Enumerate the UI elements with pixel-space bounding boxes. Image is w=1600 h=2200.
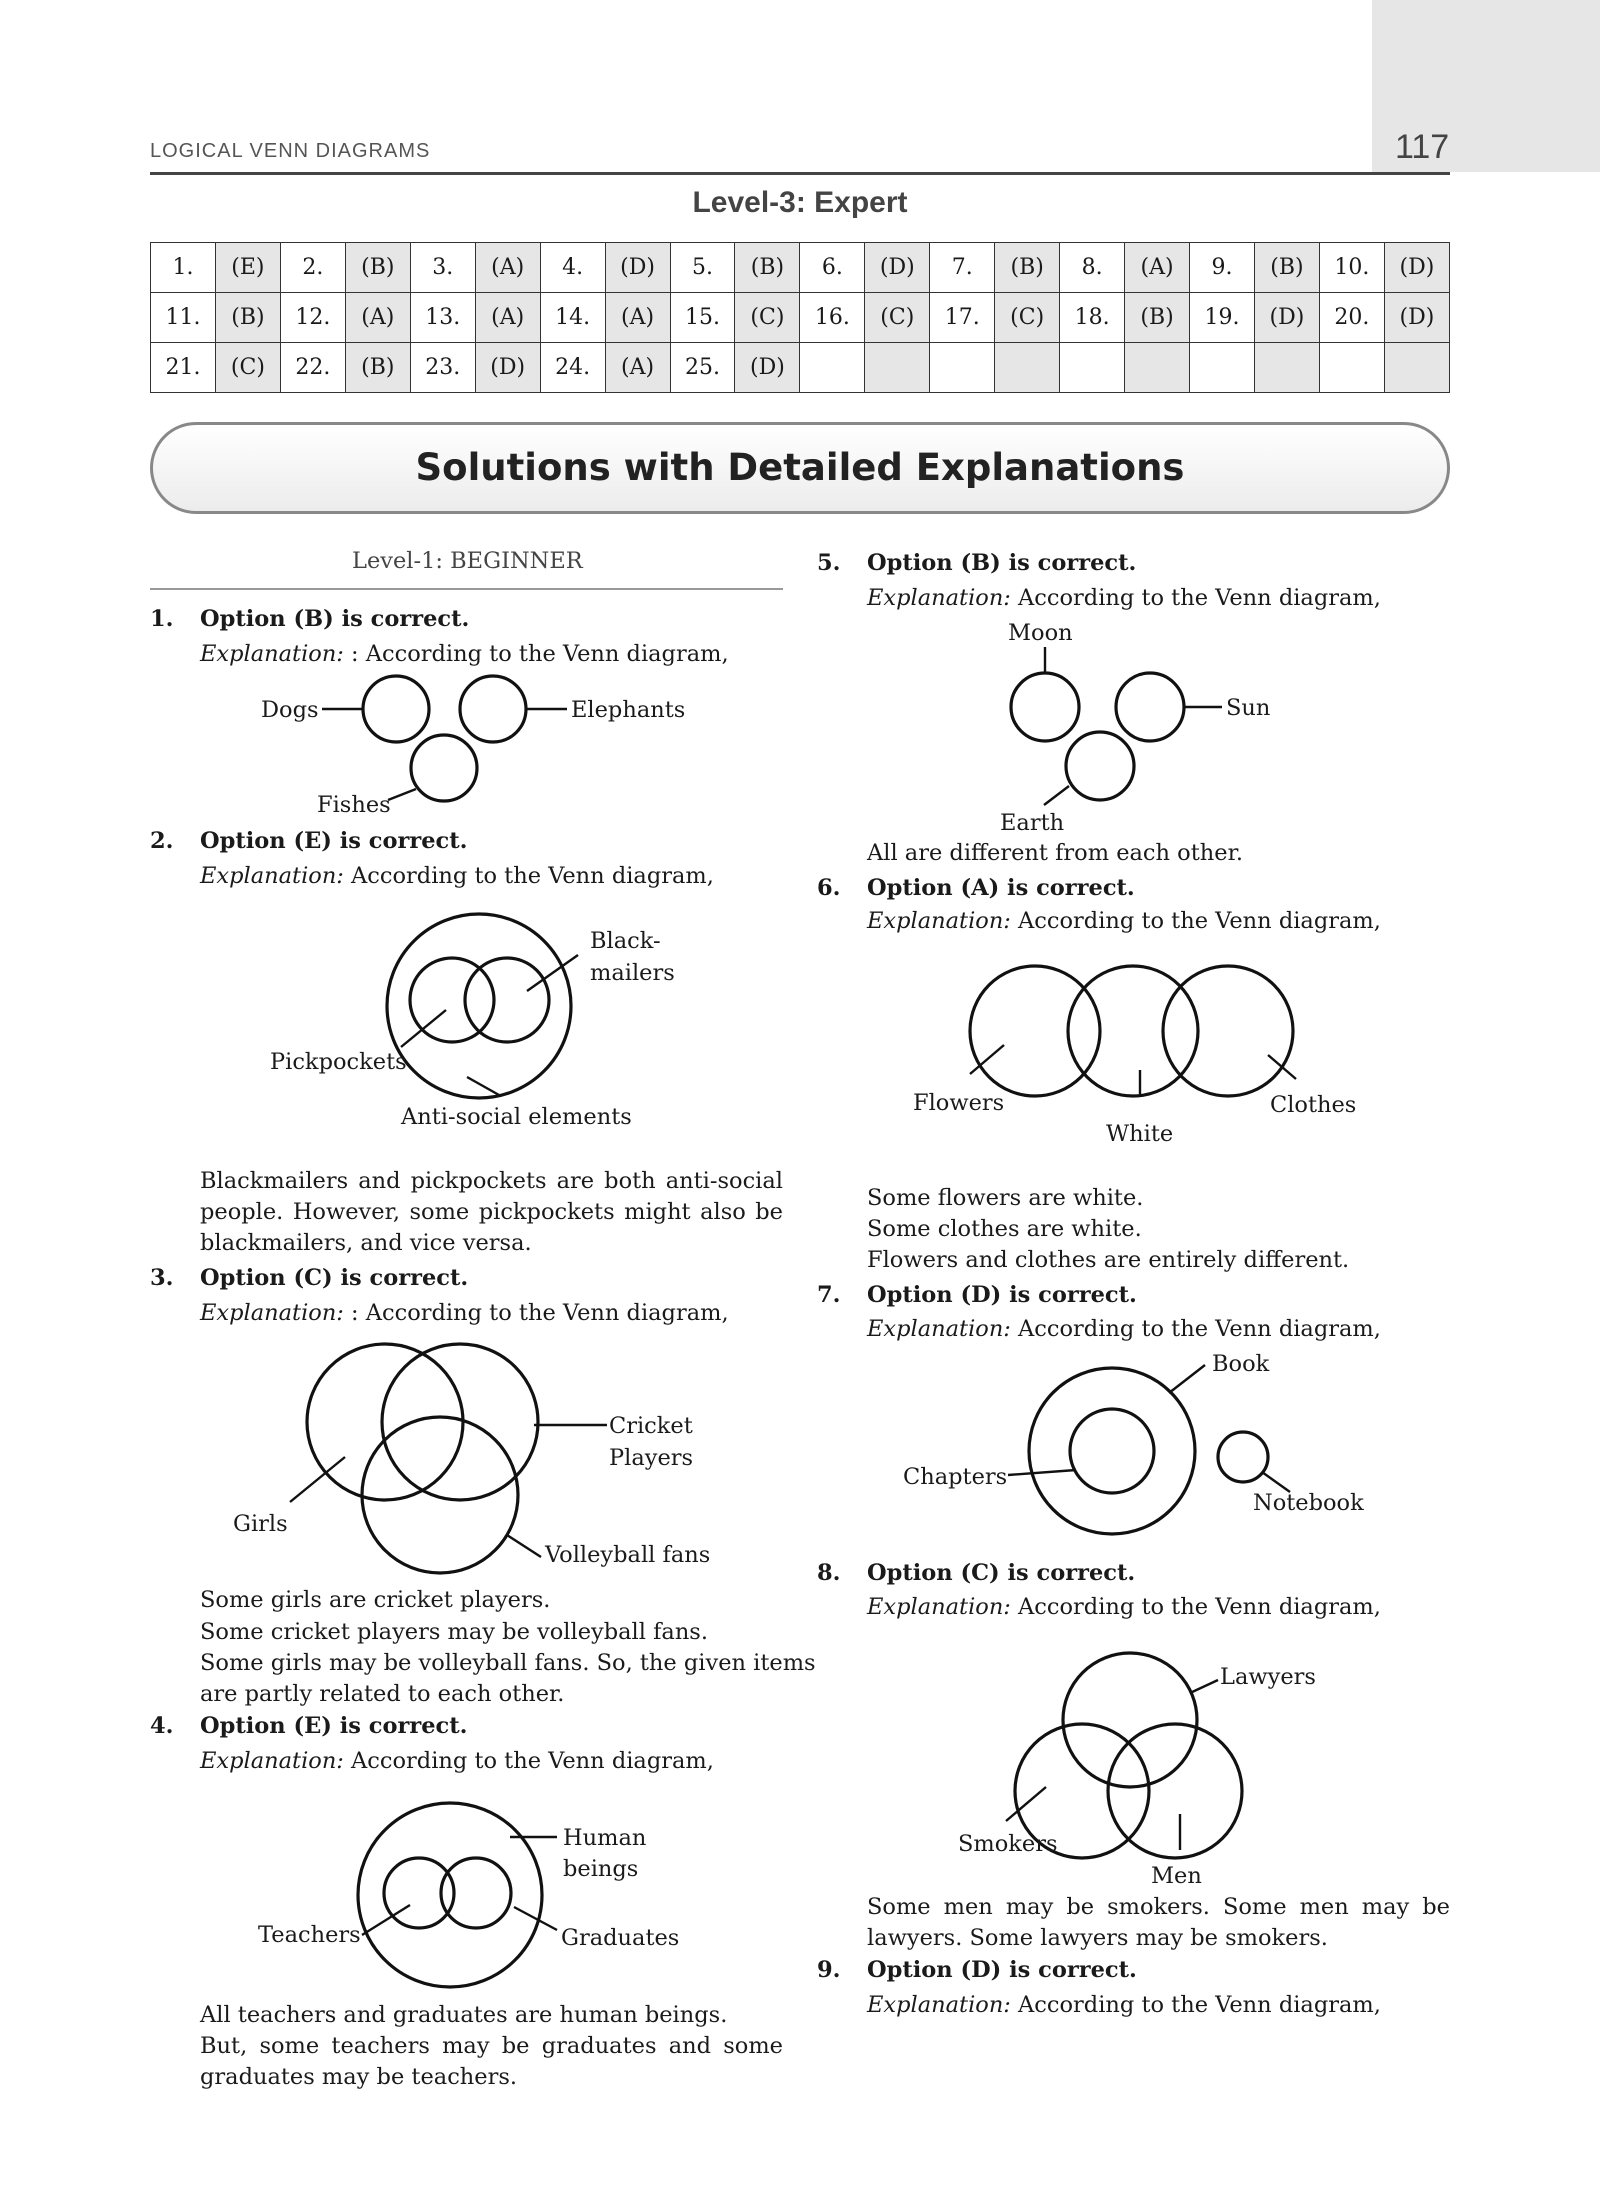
answer-cell: (A) (605, 293, 670, 343)
answer-cell: (D) (1254, 293, 1319, 343)
question-number-cell: 19. (1190, 293, 1255, 343)
venn-circle-fishes (411, 735, 477, 801)
answer-cell: (D) (865, 243, 930, 293)
venn-circle-lawyers (1063, 1653, 1197, 1787)
explanation-paragraph: All are different from each other. (867, 840, 1244, 866)
label-notebook: Notebook (1253, 1490, 1364, 1516)
venn-diagram-5 (1000, 620, 1270, 836)
label-pickpockets: Pickpockets (270, 1049, 407, 1075)
question-number-cell: 1. (151, 243, 216, 293)
venn-circle-moon (1011, 673, 1079, 741)
explanation-paragraph: blackmailers, and vice versa. (200, 1230, 532, 1256)
question-number-cell: 4. (540, 243, 605, 293)
question-number-cell: 12. (280, 293, 345, 343)
label-human-1: Human (563, 1825, 647, 1851)
leader-line (1008, 1470, 1076, 1475)
explanation-line: Explanation: According to the Venn diagram, (867, 1594, 1381, 1620)
answer-cell: (A) (605, 343, 670, 393)
label-graduates: Graduates (561, 1925, 680, 1951)
venn-diagram-7 (903, 1351, 1364, 1534)
question-number-cell: 2. (280, 243, 345, 293)
explanation-paragraph: graduates may be teachers. (200, 2064, 518, 2090)
question-number-cell: 14. (540, 293, 605, 343)
explanation-paragraph: Some clothes are white. (867, 1216, 1142, 1242)
label-moon: Moon (1008, 620, 1073, 646)
answer-cell: (C) (995, 293, 1060, 343)
answer-cell: (B) (1125, 293, 1190, 343)
explanation-line: Explanation: According to the Venn diagram, (867, 1316, 1381, 1342)
venn-circle-graduates (441, 1858, 511, 1928)
level1-heading: Level-1: BEGINNER (352, 548, 583, 574)
leader-line (1006, 1787, 1046, 1821)
explanation-line: Explanation: : According to the Venn diagram, (200, 641, 729, 667)
answer-cell: (B) (995, 243, 1060, 293)
venn-diagram-3 (233, 1344, 710, 1573)
label-blackmailers-2: mailers (590, 960, 675, 986)
explanation-line: Explanation: : According to the Venn diagram, (200, 1300, 729, 1326)
question-number-cell: 17. (930, 293, 995, 343)
answer-cell: (A) (1125, 243, 1190, 293)
solution-option: Option (C) is correct. (200, 1265, 469, 1291)
label-human-2: beings (563, 1856, 639, 1882)
label-smokers: Smokers (958, 1831, 1058, 1857)
answer-cell: (C) (735, 293, 800, 343)
venn-circle-clothes (1163, 966, 1293, 1096)
solution-option: Option (D) is correct. (867, 1957, 1137, 1983)
explanation-line: Explanation: According to the Venn diagram, (867, 908, 1381, 934)
leader-line (1190, 1680, 1218, 1693)
venn-circle-earth (1066, 732, 1134, 800)
venn-diagram-4 (258, 1803, 679, 1987)
question-number-cell: 22. (280, 343, 345, 393)
venn-circle-blackmailers (465, 958, 549, 1042)
label-cricket-2: Players (609, 1445, 694, 1471)
solutions-banner: Solutions with Detailed Explanations (150, 422, 1450, 514)
label-elephants: Elephants (571, 697, 686, 723)
venn-circle-elephants (460, 676, 526, 742)
explanation-paragraph: Some girls may be volleyball fans. So, the given items (200, 1650, 816, 1676)
explanation-paragraph: Some girls are cricket players. (200, 1587, 551, 1613)
question-number-cell: 3. (410, 243, 475, 293)
question-number-cell: 7. (930, 243, 995, 293)
explanation-line: Explanation: According to the Venn diagram, (200, 1748, 714, 1774)
answer-cell: (C) (215, 343, 280, 393)
explanation-line: Explanation: According to the Venn diagram, (867, 1992, 1381, 2018)
label-blackmailers-1: Black- (590, 928, 661, 954)
question-number-cell: 6. (800, 243, 865, 293)
explanation-paragraph: Some flowers are white. (867, 1185, 1144, 1211)
label-antisocial: Anti-social elements (401, 1104, 632, 1130)
venn-circle-dogs (363, 676, 429, 742)
solution-number: 8. (817, 1560, 841, 1586)
explanation-paragraph: Some men may be smokers. Some men may be (867, 1894, 1450, 1920)
explanation-paragraph: Some cricket players may be volleyball fans. (200, 1619, 709, 1645)
answer-cell: (D) (1384, 243, 1449, 293)
label-fishes: Fishes (317, 792, 391, 818)
explanation-paragraph: Blackmailers and pickpockets are both anti-social (200, 1168, 783, 1194)
venn-circle-sun (1116, 673, 1184, 741)
answer-cell: (C) (865, 293, 930, 343)
running-head: LOGICAL VENN DIAGRAMS (150, 140, 431, 162)
question-number-cell: 5. (670, 243, 735, 293)
solution-option: Option (D) is correct. (867, 1282, 1137, 1308)
label-men: Men (1151, 1863, 1202, 1889)
answer-cell: (D) (1384, 293, 1449, 343)
solution-number: 3. (150, 1265, 174, 1291)
label-clothes: Clothes (1270, 1092, 1357, 1118)
venn-circle-men (1108, 1724, 1242, 1858)
solution-number: 4. (150, 1713, 174, 1739)
venn-diagram-2 (270, 914, 675, 1130)
solution-number: 9. (817, 1957, 841, 1983)
answer-cell: (A) (345, 293, 410, 343)
solution-number: 7. (817, 1282, 841, 1308)
venn-circle-flowers (970, 966, 1100, 1096)
label-dogs: Dogs (261, 697, 319, 723)
venn-diagram-6 (913, 966, 1356, 1147)
solution-option: Option (C) is correct. (867, 1560, 1136, 1586)
label-volleyball: Volleyball fans (545, 1542, 711, 1568)
label-earth: Earth (1000, 810, 1065, 836)
answer-cell: (B) (345, 343, 410, 393)
question-number-cell: 11. (151, 293, 216, 343)
question-number-cell: 20. (1319, 293, 1384, 343)
solution-option: Option (A) is correct. (867, 875, 1135, 901)
solution-option: Option (B) is correct. (867, 550, 1137, 576)
label-cricket-1: Cricket (609, 1413, 693, 1439)
question-number-cell: 23. (410, 343, 475, 393)
venn-circle-teachers (384, 1858, 454, 1928)
answer-cell: (D) (605, 243, 670, 293)
leader-line (362, 1905, 410, 1935)
answer-cell: (E) (215, 243, 280, 293)
explanation-line: Explanation: According to the Venn diagram, (200, 863, 714, 889)
label-flowers: Flowers (913, 1090, 1005, 1116)
solution-option: Option (B) is correct. (200, 606, 470, 632)
answer-cell: (D) (735, 343, 800, 393)
label-girls: Girls (233, 1511, 288, 1537)
question-number-cell: 15. (670, 293, 735, 343)
venn-circle-notebook (1218, 1432, 1268, 1482)
explanation-line: Explanation: According to the Venn diagram, (867, 585, 1381, 611)
venn-circle-antisocial (387, 914, 571, 1098)
question-number-cell: 25. (670, 343, 735, 393)
explanation-paragraph: All teachers and graduates are human beings. (200, 2002, 728, 2028)
solution-number: 5. (817, 550, 841, 576)
leader-line (527, 955, 578, 991)
label-teachers: Teachers (258, 1922, 361, 1948)
solution-number: 2. (150, 828, 174, 854)
answer-cell: (B) (1254, 243, 1319, 293)
venn-diagram-8 (958, 1653, 1316, 1889)
answer-cell: (B) (215, 293, 280, 343)
question-number-cell: 13. (410, 293, 475, 343)
explanation-paragraph: But, some teachers may be graduates and some (200, 2033, 783, 2059)
label-white: White (1106, 1121, 1174, 1147)
label-lawyers: Lawyers (1220, 1664, 1316, 1690)
venn-circle-white (1068, 966, 1198, 1096)
leader-line (1169, 1365, 1205, 1393)
solution-option: Option (E) is correct. (200, 828, 468, 854)
explanation-paragraph: are partly related to each other. (200, 1681, 565, 1707)
answer-cell: (B) (735, 243, 800, 293)
question-number-cell: 9. (1190, 243, 1255, 293)
venn-circle-chapters (1070, 1409, 1154, 1493)
answer-cell: (A) (475, 243, 540, 293)
solution-number: 6. (817, 875, 841, 901)
label-book: Book (1212, 1351, 1270, 1377)
level3-title: Level-3: Expert (692, 186, 908, 219)
question-number-cell: 16. (800, 293, 865, 343)
question-number-cell: 24. (540, 343, 605, 393)
venn-circle-volleyball (362, 1417, 518, 1573)
answer-cell: (D) (475, 343, 540, 393)
label-chapters: Chapters (903, 1464, 1008, 1490)
question-number-cell: 21. (151, 343, 216, 393)
explanation-paragraph: lawyers. Some lawyers may be smokers. (867, 1925, 1328, 1951)
page-number: 117 (1395, 128, 1450, 166)
explanation-paragraph: Flowers and clothes are entirely different. (867, 1247, 1350, 1273)
venn-diagram-1 (261, 676, 685, 818)
explanation-paragraph: people. However, some pickpockets might also be (200, 1199, 783, 1225)
answer-cell: (B) (345, 243, 410, 293)
leader-line (1268, 1055, 1296, 1079)
venn-circle-girls (307, 1344, 463, 1500)
leader-line (1262, 1472, 1290, 1492)
leader-line (1044, 786, 1069, 805)
solution-option: Option (E) is correct. (200, 1713, 468, 1739)
question-number-cell: 10. (1319, 243, 1384, 293)
leader-line (388, 789, 416, 800)
answer-cell: (A) (475, 293, 540, 343)
question-number-cell: 8. (1060, 243, 1125, 293)
leader-line (507, 1535, 541, 1557)
question-number-cell: 18. (1060, 293, 1125, 343)
solution-number: 1. (150, 606, 174, 632)
label-sun: Sun (1226, 695, 1271, 721)
leader-line (467, 1077, 499, 1095)
